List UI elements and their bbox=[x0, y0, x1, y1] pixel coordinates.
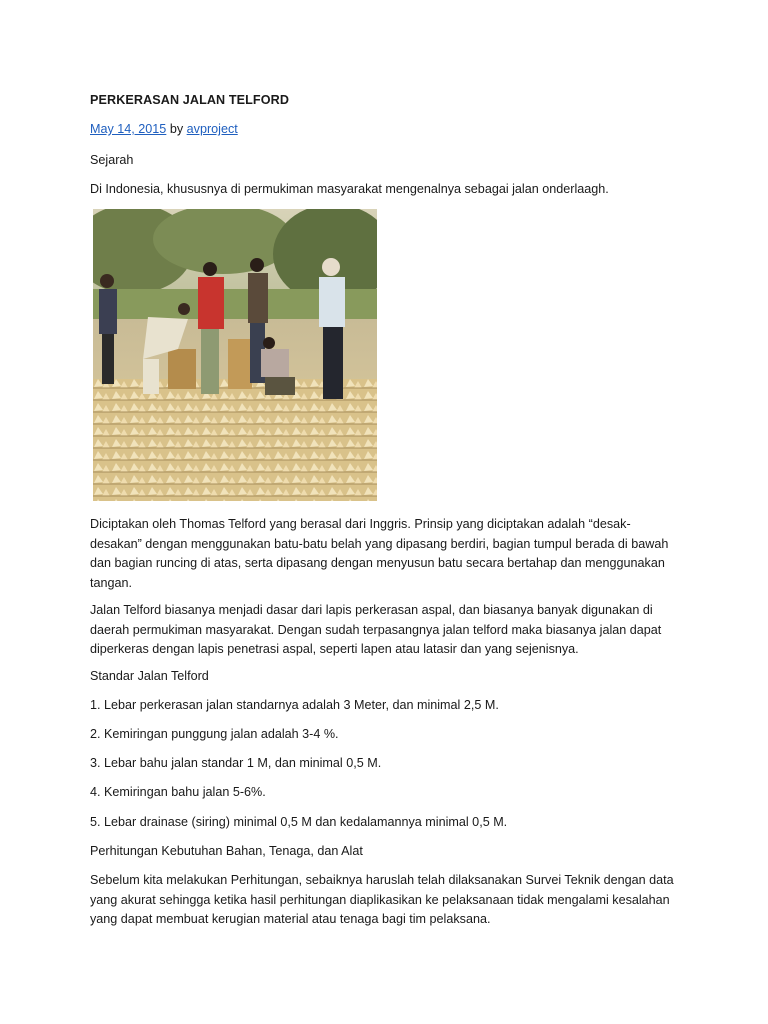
list-item-2: 2. Kemiringan punggung jalan adalah 3-4 %. bbox=[90, 727, 339, 741]
section-heading-sejarah: Sejarah bbox=[90, 153, 134, 167]
section-heading-perhitungan: Perhitungan Kebutuhan Bahan, Tenaga, dan Alat bbox=[90, 844, 363, 858]
byline-label: by bbox=[169, 122, 184, 136]
paragraph-usage: Jalan Telford biasanya menjadi dasar dari lapis perkerasan aspal, dan biasanya banyak digunakan di daerah permukiman masyarakat. Dengan sudah terpasangnya jalan telford maka biasanya jalan dapat diperkeras dengan lapis penetrasi aspal, seperti lapen atau latasir dan yang sejenisnya. bbox=[90, 603, 662, 656]
list-item-4: 4. Kemiringan bahu jalan 5-6%. bbox=[90, 785, 266, 799]
paragraph-intro: Di Indonesia, khususnya di permukiman masyarakat mengenalnya sebagai jalan onderlaagh. bbox=[90, 182, 609, 196]
list-item-1: 1. Lebar perkerasan jalan standarnya adalah 3 Meter, dan minimal 2,5 M. bbox=[90, 698, 499, 712]
paragraph-survey: Sebelum kita melakukan Perhitungan, sebaiknya haruslah telah dilaksanakan Survei Teknik dengan data yang akurat sehingga ketika hasil perhitungan diaplikasikan ke pelaksanaan tidak mengalami kesalahan yang dapat membuat kerugian material atau tenaga bagi tim pelaksana. bbox=[90, 873, 674, 926]
road-construction-photo bbox=[93, 209, 377, 501]
list-item-3: 3. Lebar bahu jalan standar 1 M, dan minimal 0,5 M. bbox=[90, 756, 382, 770]
author-link[interactable]: avproject bbox=[186, 122, 238, 136]
post-date-link[interactable]: May 14, 2015 bbox=[90, 122, 167, 136]
section-heading-standar: Standar Jalan Telford bbox=[90, 669, 209, 683]
page-title: PERKERASAN JALAN TELFORD bbox=[90, 93, 290, 107]
post-meta bbox=[90, 122, 238, 136]
paragraph-history: Diciptakan oleh Thomas Telford yang berasal dari Inggris. Prinsip yang diciptakan adalah “desak-desakan” dengan menggunakan batu-batu belah yang dipasang berdiri, bagian tumpul berada di bawah dan bagian runcing di atas, serta dipasang dengan menyusun batu secara bertahap dan menggunakan tangan. bbox=[90, 517, 669, 590]
list-item-5: 5. Lebar drainase (siring) minimal 0,5 M dan kedalamannya minimal 0,5 M. bbox=[90, 815, 508, 829]
